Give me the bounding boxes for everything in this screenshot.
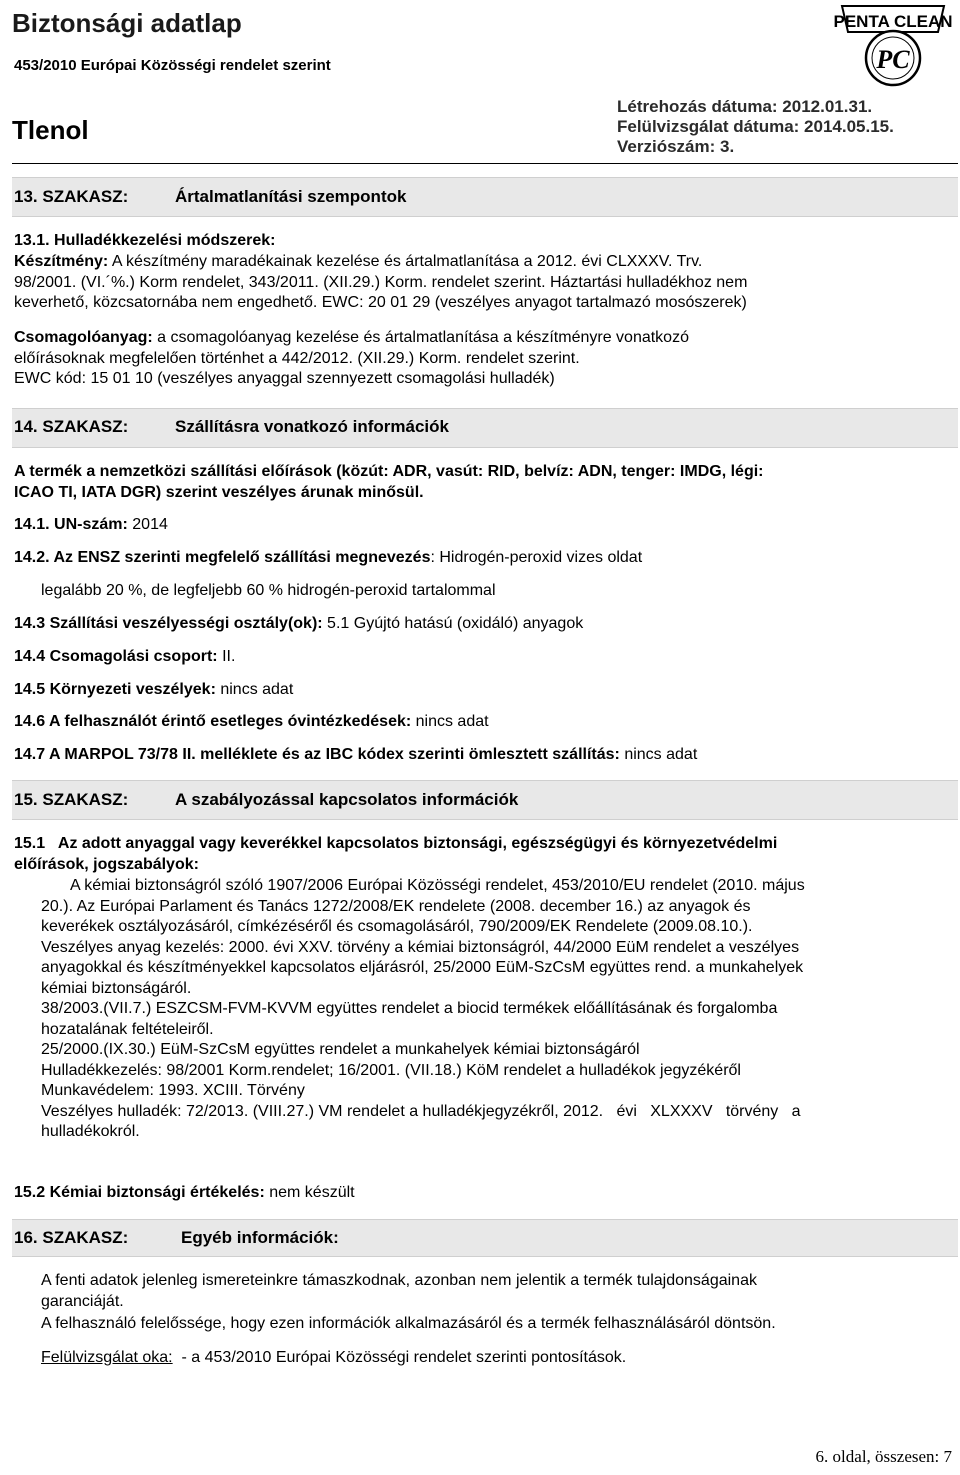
marpol-transport: 14.7 A MARPOL 73/78 II. melléklete és az IBC kódex szerinti ömlesztett szállítás: nincs adat	[14, 746, 698, 763]
svg-text:PENTA CLEAN: PENTA CLEAN	[834, 12, 952, 31]
transport-intro: A termék a nemzetközi szállítási előírások (közút: ADR, vasút: RID, belvíz: ADN, tenger: IMDG, légi: ICAO TI, IATA DGR) szerint veszélyes árunak minősül.	[14, 463, 764, 501]
section-14-band	[12, 408, 958, 448]
packing-group: 14.4 Csomagolási csoport: II.	[14, 648, 236, 665]
section-13-band	[12, 177, 958, 217]
chemical-safety-assessment: 15.2 Kémiai biztonsági értékelés: nem készült	[14, 1184, 355, 1201]
disposal-methods-heading: 13.1. Hulladékkezelési módszerek:	[14, 232, 276, 249]
svg-text:PC: PC	[876, 45, 910, 74]
section-13-title: Ártalmatlanítási szempontok	[175, 187, 407, 206]
product-name: Tlenol	[12, 115, 89, 145]
revision-reason-label: Felülvizsgálat oka:	[41, 1349, 173, 1366]
packaging-disposal-text: Csomagolóanyag: a csomagolóanyag kezelése és ártalmatlanítása a készítményre vonatkozó előírásoknak megfelelően történhet a 442/2012. (XII.29.) Korm. rendelet szerint. EWC kód: 15 01 10 (veszélyes anyaggal szennyezett csomagolási hulladék)	[14, 329, 689, 387]
penta-clean-logo	[834, 2, 952, 90]
created-date: Létrehozás dátuma: 2012.01.31.	[617, 97, 873, 116]
section-14-title: Szállításra vonatkozó információk	[175, 417, 449, 436]
user-precautions: 14.6 A felhasználót érintő esetleges óvintézkedések: nincs adat	[14, 713, 489, 730]
document-dates	[617, 97, 894, 157]
page-number: 6. oldal, összesen: 7	[815, 1447, 952, 1466]
section-16-band	[12, 1219, 958, 1257]
section-14-number: 14. SZAKASZ:	[14, 417, 129, 436]
version-number: Verziószám: 3.	[617, 137, 735, 156]
product-label: Készítmény:	[14, 253, 109, 270]
packaging-label: Csomagolóanyag:	[14, 329, 153, 346]
shipping-name: 14.2. Az ENSZ szerinti megfelelő szállítási megnevezés: Hidrogén-peroxid vizes oldat	[14, 549, 643, 566]
hazard-class: 14.3 Szállítási veszélyességi osztály(ok): 5.1 Gyújtó hatású (oxidáló) anyagok	[14, 615, 584, 632]
header-divider	[12, 163, 958, 164]
other-info-paragraph-2: A felhasználó felelőssége, hogy ezen információk alkalmazásáról és a termék felhasználásáról döntsön.	[41, 1315, 776, 1332]
regulations-list: A kémiai biztonságról szóló 1907/2006 Európai Közösségi rendelet, 453/2010/EU rendelet (2010. május 20.). Az Európai Parlament és Tanács 1272/2008/EK rendelete (2008. december 16.) az anyagok és keverékek osztályozásáról, címkézéséről és csomagolásáról, 790/2009/EK Rendelete (2009.08.10.). Veszélyes anyag kezelés: 2000. évi XXV. törvény a kémiai biztonságról, 44/2000 EüM rendelet a veszélyes anyagokkal és készítményekkel kapcsolatos eljárásról, 25/2000 EüM-SzCsM együttes rend. a munkahelyek kémiai biztonságáról. 38/2003.(VII.7.) ESZCSM-FVM-KVVM együttes rendelet a biocid termékek előállításának és forgalomba hozatalának feltételeiről. 25/2000.(IX.30.) EüM-SzCsM együttes rendelet a munkahelyek kémiai biztonságáról Hulladékkezelés: 98/2001 Korm.rendelet; 16/2001. (VII.18.) KöM rendelet a hulladékok jegyzékéről Munkavédelem: 1993. XCIII. Törvény Veszélyes hulladék: 72/2013. (VIII.27.) VM rendelet a hulladékjegyzékről, 2012. évi XLXXXV törvény a hulladékokról.	[41, 877, 805, 1140]
document-subtitle: 453/2010 Európai Közösségi rendelet szerint	[14, 57, 331, 74]
un-number: 14.1. UN-szám: 2014	[14, 516, 168, 533]
section-15-number: 15. SZAKASZ:	[14, 790, 129, 809]
shipping-name-continued: legalább 20 %, de legfeljebb 60 % hidrogén-peroxid tartalommal	[41, 582, 496, 599]
revision-reason: Felülvizsgálat oka: - a 453/2010 Európai Közösségi rendelet szerinti pontosítások.	[41, 1349, 627, 1366]
section-16-title: Egyéb információk:	[181, 1228, 339, 1247]
revised-date: Felülvizsgálat dátuma: 2014.05.15.	[617, 117, 894, 136]
section-16-number: 16. SZAKASZ:	[14, 1228, 129, 1247]
section-15-title: A szabályozással kapcsolatos információk	[175, 790, 519, 809]
section-13-number: 13. SZAKASZ:	[14, 187, 129, 206]
document-title: Biztonsági adatlap	[12, 8, 242, 38]
environmental-hazards: 14.5 Környezeti veszélyek: nincs adat	[14, 681, 294, 698]
regulations-heading: 15.1 Az adott anyaggal vagy keverékkel kapcsolatos biztonsági, egészségügyi és környezetvédelmi előírások, jogszabályok:	[14, 835, 778, 873]
product-disposal-text: Készítmény: A készítmény maradékainak kezelése és ártalmatlanítása a 2012. évi CLXXXV. Trv. 98/2001. (VI.´%.) Korm rendelet, 343/2011. (XII.29.) Korm. rendelet szerint. Háztartási hulladékhoz nem keverhető, közcsatornába nem engedhető. EWC: 20 01 29 (veszélyes anyagot tartalmazó mosószerek)	[14, 253, 748, 311]
other-info-paragraph-1: A fenti adatok jelenleg ismereteinkre támaszkodnak, azonban nem jelentik a termék tulajdonságainak garanciáját.	[41, 1272, 757, 1310]
